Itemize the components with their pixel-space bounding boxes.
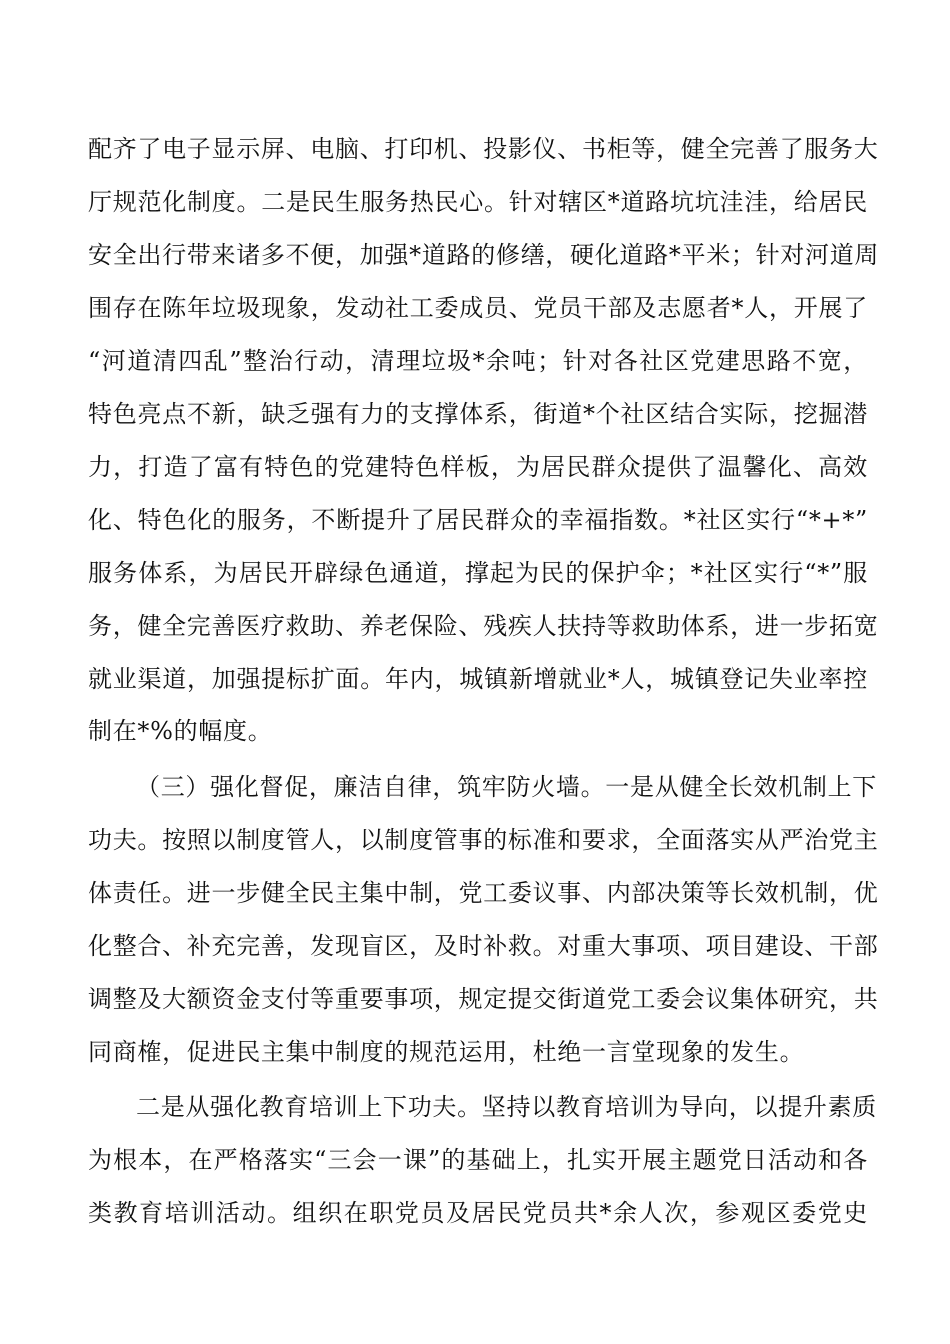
body-text-line: 特色亮点不新，缺乏强有力的支撑体系，街道*个社区结合实际，挖掘潜 [88,400,868,428]
body-text-line: 功夫。按照以制度管人，以制度管事的标准和要求，全面落实从严治党主 [88,826,879,854]
body-text-line: 务，健全完善医疗救助、养老保险、残疾人扶持等救助体系，进一步拓宽 [88,612,879,640]
body-text-line: 围存在陈年垃圾现象，发动社工委成员、党员干部及志愿者*人，开展了 [88,294,868,322]
body-text-line: 化整合、补充完善，发现盲区，及时补救。对重大事项、项目建设、干部 [88,932,879,960]
body-text-line: 类教育培训活动。组织在职党员及居民党员共*余人次，参观区委党史 [88,1199,868,1227]
body-text-line: 同商榷，促进民主集中制度的规范运用，杜绝一言堂现象的发生。 [88,1038,805,1066]
body-text-line: 为根本，在严格落实“三会一课”的基础上，扎实开展主题党日活动和各 [88,1146,868,1174]
body-text-line: 化、特色化的服务，不断提升了居民群众的幸福指数。*社区实行“*+*” [88,506,868,534]
body-text-line: 力，打造了富有特色的党建特色样板，为居民群众提供了温馨化、高效 [88,453,868,481]
body-text-line: “河道清四乱”整治行动，清理垃圾*余吨；针对各社区党建思路不宽， [88,347,868,375]
body-text-line: 制在*%的幅度。 [88,717,273,745]
body-text-line: 体责任。进一步健全民主集中制，党工委议事、内部决策等长效机制，优 [88,879,879,907]
section-heading-line: （三）强化督促，廉洁自律，筑牢防火墙。一是从健全长效机制上下 [136,773,877,801]
body-text-line: 配齐了电子显示屏、电脑、打印机、投影仪、书柜等，健全完善了服务大 [88,135,879,163]
body-text-line: 服务体系，为居民开辟绿色通道，撑起为民的保护伞；*社区实行“*”服 [88,559,868,587]
body-text-line: 就业渠道，加强提标扩面。年内，城镇新增就业*人，城镇登记失业率控 [88,665,868,693]
paragraph-first-line: 二是从强化教育培训上下功夫。坚持以教育培训为导向，以提升素质 [136,1093,877,1121]
body-text-line: 安全出行带来诸多不便，加强*道路的修缮，硬化道路*平米；针对河道周 [88,241,880,269]
body-text-line: 厅规范化制度。二是民生服务热民心。针对辖区*道路坑坑洼洼，给居民 [88,188,868,216]
body-text-line: 调整及大额资金支付等重要事项，规定提交街道党工委会议集体研究，共 [88,985,879,1013]
